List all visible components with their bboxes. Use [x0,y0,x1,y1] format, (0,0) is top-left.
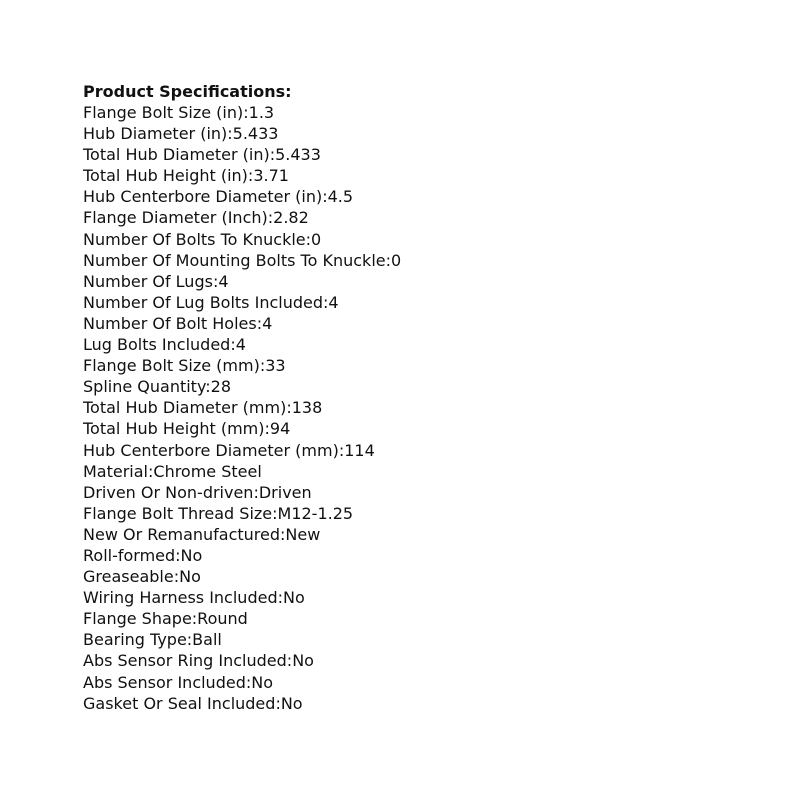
spec-row [83,482,783,503]
spec-row [83,102,783,123]
spec-separator: : [272,503,278,523]
spec-label: Abs Sensor Included [83,672,246,692]
spec-separator: : [227,124,233,144]
spec-row [83,672,783,693]
spec-label: Flange Bolt Size (mm) [83,356,260,376]
spec-value: Ball [192,630,222,650]
spec-value: 5.433 [275,145,321,165]
spec-row [83,292,783,313]
spec-label: Flange Bolt Size (in) [83,103,244,122]
spec-value: 33 [265,356,286,376]
spec-value: No [282,588,305,608]
spec-value: 4.5 [327,187,354,207]
spec-row [83,271,783,292]
spec-label: Gasket Or Seal Included [83,693,276,713]
spec-value: 138 [291,398,323,418]
spec-label: Number Of Bolts To Knuckle [83,229,306,249]
spec-label: Greaseable [83,567,174,587]
spec-label: Lug Bolts Included [83,335,231,355]
spec-row [83,524,783,545]
specifications-heading: Product Specifications: [83,82,292,101]
spec-separator: : [212,271,219,291]
spec-separator: : [230,335,236,355]
spec-separator: : [322,187,328,207]
spec-value: No [180,545,203,565]
spec-separator: : [269,145,276,165]
spec-value: Round [197,609,248,629]
spec-label: Total Hub Diameter (mm) [83,398,287,418]
product-specifications [83,81,783,714]
spec-label: Wiring Harness Included [83,588,278,608]
spec-value: 0 [311,229,322,249]
spec-row [83,229,783,250]
spec-label: Flange Shape [83,609,192,629]
spec-row [83,693,783,714]
spec-label: Total Hub Height (in) [83,166,248,186]
spec-row [83,313,783,334]
spec-row [83,608,783,629]
spec-value: 0 [391,250,402,270]
spec-separator: : [286,651,293,671]
spec-row [83,376,783,397]
spec-label: Hub Centerbore Diameter (mm) [83,440,339,460]
spec-label: Total Hub Diameter (in) [83,145,270,165]
spec-value: 1.3 [248,103,275,122]
spec-row [83,250,783,271]
spec-value: 4 [328,292,339,312]
spec-value: 5.433 [232,124,279,144]
spec-value: No [292,651,314,671]
spec-label: Roll-formed [83,545,176,565]
spec-row [83,334,783,355]
spec-separator: : [175,545,181,565]
spec-row [83,545,783,566]
spec-separator: : [245,672,252,692]
spec-row [83,355,783,376]
spec-label: Number Of Mounting Bolts To Knuckle [83,250,386,270]
spec-row [83,186,783,207]
spec-label: Number Of Lug Bolts Included [83,292,323,312]
spec-value: 114 [344,440,375,460]
spec-separator: : [338,440,345,460]
spec-value: New [285,524,321,544]
spec-row [83,503,783,524]
spec-separator: : [205,377,211,397]
spec-value: 4 [235,335,246,355]
spec-value: Driven [258,482,312,502]
spec-row [83,587,783,608]
spec-label: Total Hub Height (mm) [83,419,265,439]
spec-row [83,650,783,671]
spec-label: Driven Or Non-driven [83,482,254,502]
spec-value: Chrome Steel [153,461,262,481]
spec-label: Flange Bolt Thread Size [83,503,273,523]
spec-row [83,144,783,165]
spec-row [83,440,783,461]
spec-separator: : [148,461,154,481]
spec-value: No [251,672,274,692]
spec-label: Flange Diameter (Inch) [83,208,268,228]
spec-separator: : [323,292,329,312]
spec-value: 4 [262,313,273,333]
spec-value: 2.82 [273,208,309,228]
spec-row [83,165,783,186]
spec-value: No [179,567,201,587]
spec-row [83,397,783,418]
spec-separator: : [264,419,270,439]
spec-value: 3.71 [253,166,289,186]
spec-separator: : [305,229,312,249]
spec-label: Material [83,461,148,481]
spec-separator: : [277,588,283,608]
spec-separator: : [243,103,249,122]
spec-label: New Or Remanufactured [83,524,281,544]
spec-label: Bearing Type [83,630,187,650]
spec-value: 28 [210,377,231,397]
spec-separator: : [173,567,180,587]
spec-separator: : [275,693,281,713]
spec-label: Hub Centerbore Diameter (in) [83,187,323,207]
spec-label: Hub Diameter (in) [83,124,228,144]
spec-separator: : [385,250,391,270]
spec-separator: : [256,313,263,333]
spec-separator: : [253,482,259,502]
spec-separator: : [280,524,286,544]
spec-row [83,207,783,228]
spec-row [83,123,783,144]
spec-value: 4 [218,271,229,291]
spec-label: Number Of Bolt Holes [83,313,257,333]
spec-separator: : [247,166,254,186]
spec-row [83,418,783,439]
spec-label: Abs Sensor Ring Included [83,651,287,671]
specifications-list [83,102,783,714]
spec-label: Spline Quantity [83,377,206,397]
spec-separator: : [267,208,274,228]
spec-separator: : [259,356,266,376]
spec-row [83,566,783,587]
spec-value: 94 [269,419,291,439]
spec-separator: : [191,609,198,629]
spec-separator: : [186,630,193,650]
spec-value: M12-1.25 [277,503,354,523]
spec-label: Number Of Lugs [83,271,213,291]
spec-separator: : [286,398,292,418]
spec-row [83,629,783,650]
spec-value: No [280,693,303,713]
spec-row [83,461,783,482]
